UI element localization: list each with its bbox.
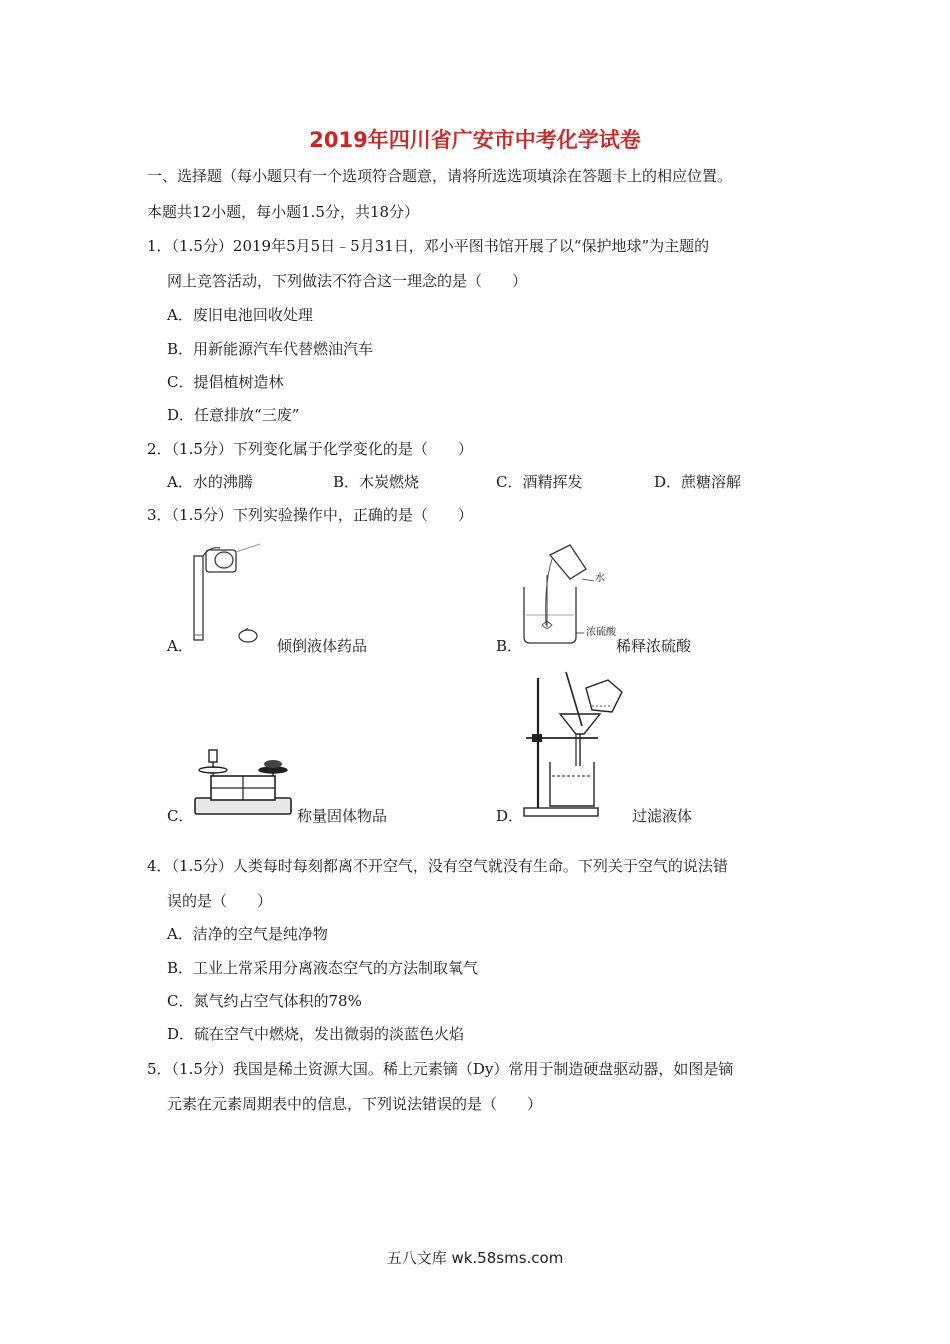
q5-stem-line2: 元素在元素周期表中的信息，下列说法错误的是（ ） [167,1095,543,1113]
q1-stem-line2: 网上竞答活动，下列做法不符合这一理念的是（ ） [167,272,528,290]
q4-option-c: C．氮气约占空气体积的78% [167,992,362,1010]
q1-option-b: B．用新能源汽车代替燃油汽车 [167,340,374,358]
q2-option-b: B．木炭燃烧 [333,473,420,491]
q2-stem: 2．（1.5分）下列变化属于化学变化的是（ ） [147,440,473,458]
q4-option-a: A．洁净的空气是纯净物 [167,925,328,943]
q3-stem: 3．（1.5分）下列实验操作中，正确的是（ ） [147,506,473,524]
page-title: 2019年四川省广安市中考化学试卷 [309,128,641,152]
q4-option-b: B．工业上常采用分离液态空气的方法制取氧气 [167,959,479,977]
q4-option-d: D．硫在空气中燃烧，发出微弱的淡蓝色火焰 [167,1025,465,1043]
water-label: 水 [595,573,605,584]
q2-option-c: C．酒精挥发 [496,473,583,491]
q3-option-d-caption: 过滤液体 [632,807,693,825]
section-heading-line1: 一、选择题（每小题只有一个选项符合题意，请将所选选项填涂在答题卡上的相应位置。 [147,167,733,185]
q3-option-d-letter: D． [496,807,524,825]
q3-option-c-caption: 称量固体物品 [297,807,388,825]
q5-stem-line1: 5．（1.5分）我国是稀土资源大国。稀上元素镝（Dy）常用于制造硬盘驱动器，如图是镝 [147,1060,734,1078]
q2-option-a: A．水的沸腾 [167,473,253,491]
q3-option-b-letter: B． [496,637,523,655]
q3-option-b-caption: 稀释浓硫酸 [616,637,692,655]
q1-option-c: C．提倡植树造林 [167,373,284,391]
balance-figure [193,740,293,820]
q1-option-a: A．废旧电池回收处理 [167,306,313,324]
q1-stem-line1: 1．（1.5分）2019年5月5日﹣5月31日，邓小平图书馆开展了以“保护地球”为主题的 [147,237,710,255]
q1-option-d: D．任意排放“三废” [167,406,300,424]
filtration-figure [520,670,630,825]
q4-stem-line1: 4．（1.5分）人类每时每刻都离不开空气，没有空气就没有生命。下列关于空气的说法错 [147,857,728,875]
q3-option-c-letter: C． [167,807,194,825]
pouring-liquid-figure [190,540,270,645]
q4-stem-line2: 误的是（ ） [167,892,273,910]
concentrated-acid-label: 浓硫酸 [586,627,616,638]
footer-watermark: 五八文库 wk.58sms.com [386,1249,564,1267]
q2-option-d: D．蔗糖溶解 [654,473,742,491]
section-heading-line2: 本题共12小题，每小题1.5分，共18分） [147,203,420,221]
q3-option-a-caption: 倾倒液体药品 [277,637,368,655]
q3-option-a-letter: A． [167,637,193,655]
